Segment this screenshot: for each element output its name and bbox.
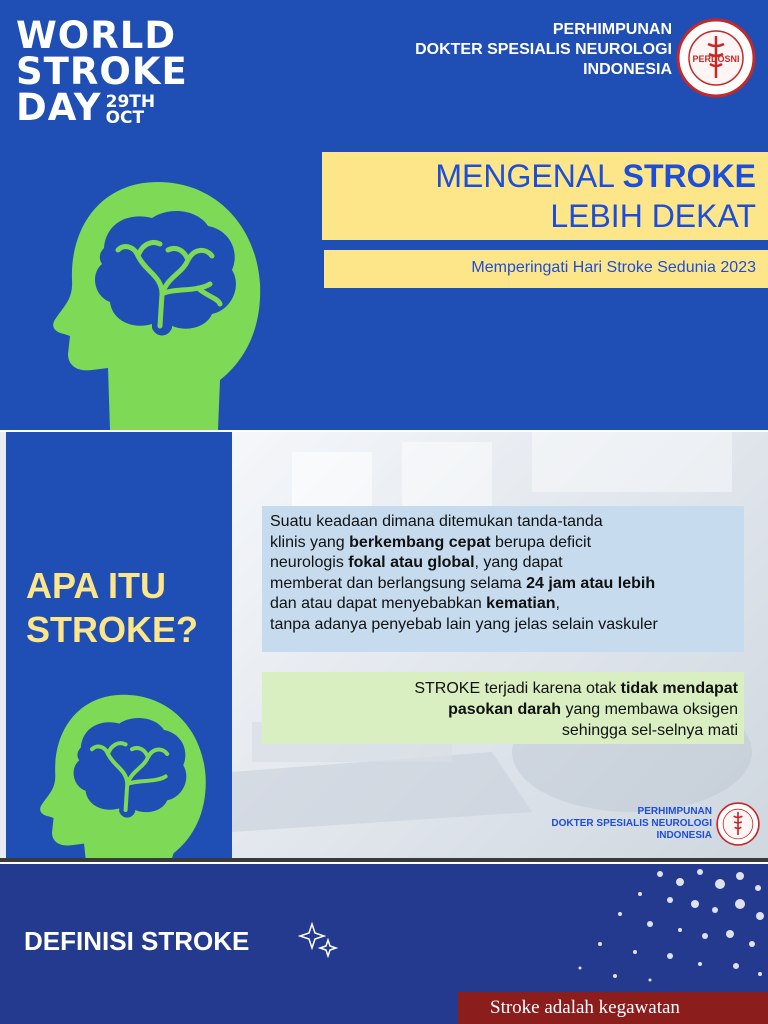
definition-heading: DEFINISI STROKE: [24, 926, 250, 956]
subtitle-box: [324, 250, 768, 288]
def-line3: neurologis fokal atau global, yang dapat: [270, 554, 563, 571]
wsd-date-day: 29TH: [105, 92, 156, 112]
def-line4: memberat dan berlangsung selama 24 jam atau lebih: [270, 574, 656, 592]
org2-line2: DOKTER SPESIALIS NEUROLOGI: [551, 818, 712, 829]
wsd-date: [106, 94, 155, 126]
banner-text: Stroke adalah kegawatan: [490, 997, 680, 1018]
org2-line3: INDONESIA: [656, 830, 712, 841]
sparkle-icon: [298, 918, 338, 958]
slide-title: [0, 0, 768, 430]
organization-name: [415, 20, 672, 80]
heading-line2: STROKE?: [26, 609, 199, 650]
title-part1: MENGENAL: [435, 158, 623, 194]
world-stroke-day-logo: [16, 14, 188, 129]
title-line2: LEBIH DEKAT: [550, 198, 756, 234]
cause-line2: pasokan darah yang membawa oksigen: [448, 701, 738, 718]
head-brain-icon: [36, 690, 212, 858]
title-line1: [435, 158, 756, 194]
def-line5: dan atau dapat menyebabkan kematian,: [270, 595, 560, 612]
title-part2: STROKE: [622, 158, 756, 194]
heading-line1: APA ITU: [26, 565, 166, 606]
section-heading: [26, 564, 198, 652]
org-line3: INDONESIA: [583, 61, 672, 78]
slide-definition: [0, 864, 768, 1024]
cause-line3: sehingga sel-selnya mati: [561, 722, 738, 739]
org2-line1: PERHIMPUNAN: [637, 806, 712, 817]
definition-text: [270, 512, 658, 635]
head-brain-icon: [48, 176, 268, 430]
cause-line1: STROKE terjadi karena otak tidak mendapat: [414, 680, 738, 697]
perdosni-logo-icon: [676, 18, 756, 98]
organization-name-small: [551, 806, 712, 842]
org-line2: DOKTER SPESIALIS NEUROLOGI: [415, 41, 672, 58]
wsd-line3: DAY: [16, 86, 102, 129]
banner: [458, 992, 768, 1024]
wsd-date-month: OCT: [105, 108, 145, 128]
wsd-line2: STROKE: [16, 50, 188, 93]
org-line1: PERHIMPUNAN: [552, 21, 672, 38]
cause-text: [414, 678, 738, 741]
perdosni-logo-small-icon: [716, 802, 760, 846]
wsd-line1: WORLD: [16, 14, 177, 57]
logo-text: PERDOSNI: [692, 54, 740, 64]
def-line6: tanpa adanya penyebab lain yang jelas selain vaskuler: [270, 615, 658, 633]
dot-pattern-decoration: [540, 864, 768, 984]
def-line1: Suatu keadaan dimana ditemukan tanda-tanda: [270, 513, 603, 530]
def-line2: klinis yang berkembang cepat berupa deficit: [270, 533, 592, 551]
subtitle: Memperingati Hari Stroke Sedunia 2023: [471, 259, 756, 276]
slide-what-is-stroke: [0, 432, 768, 862]
title-box: [322, 152, 768, 240]
